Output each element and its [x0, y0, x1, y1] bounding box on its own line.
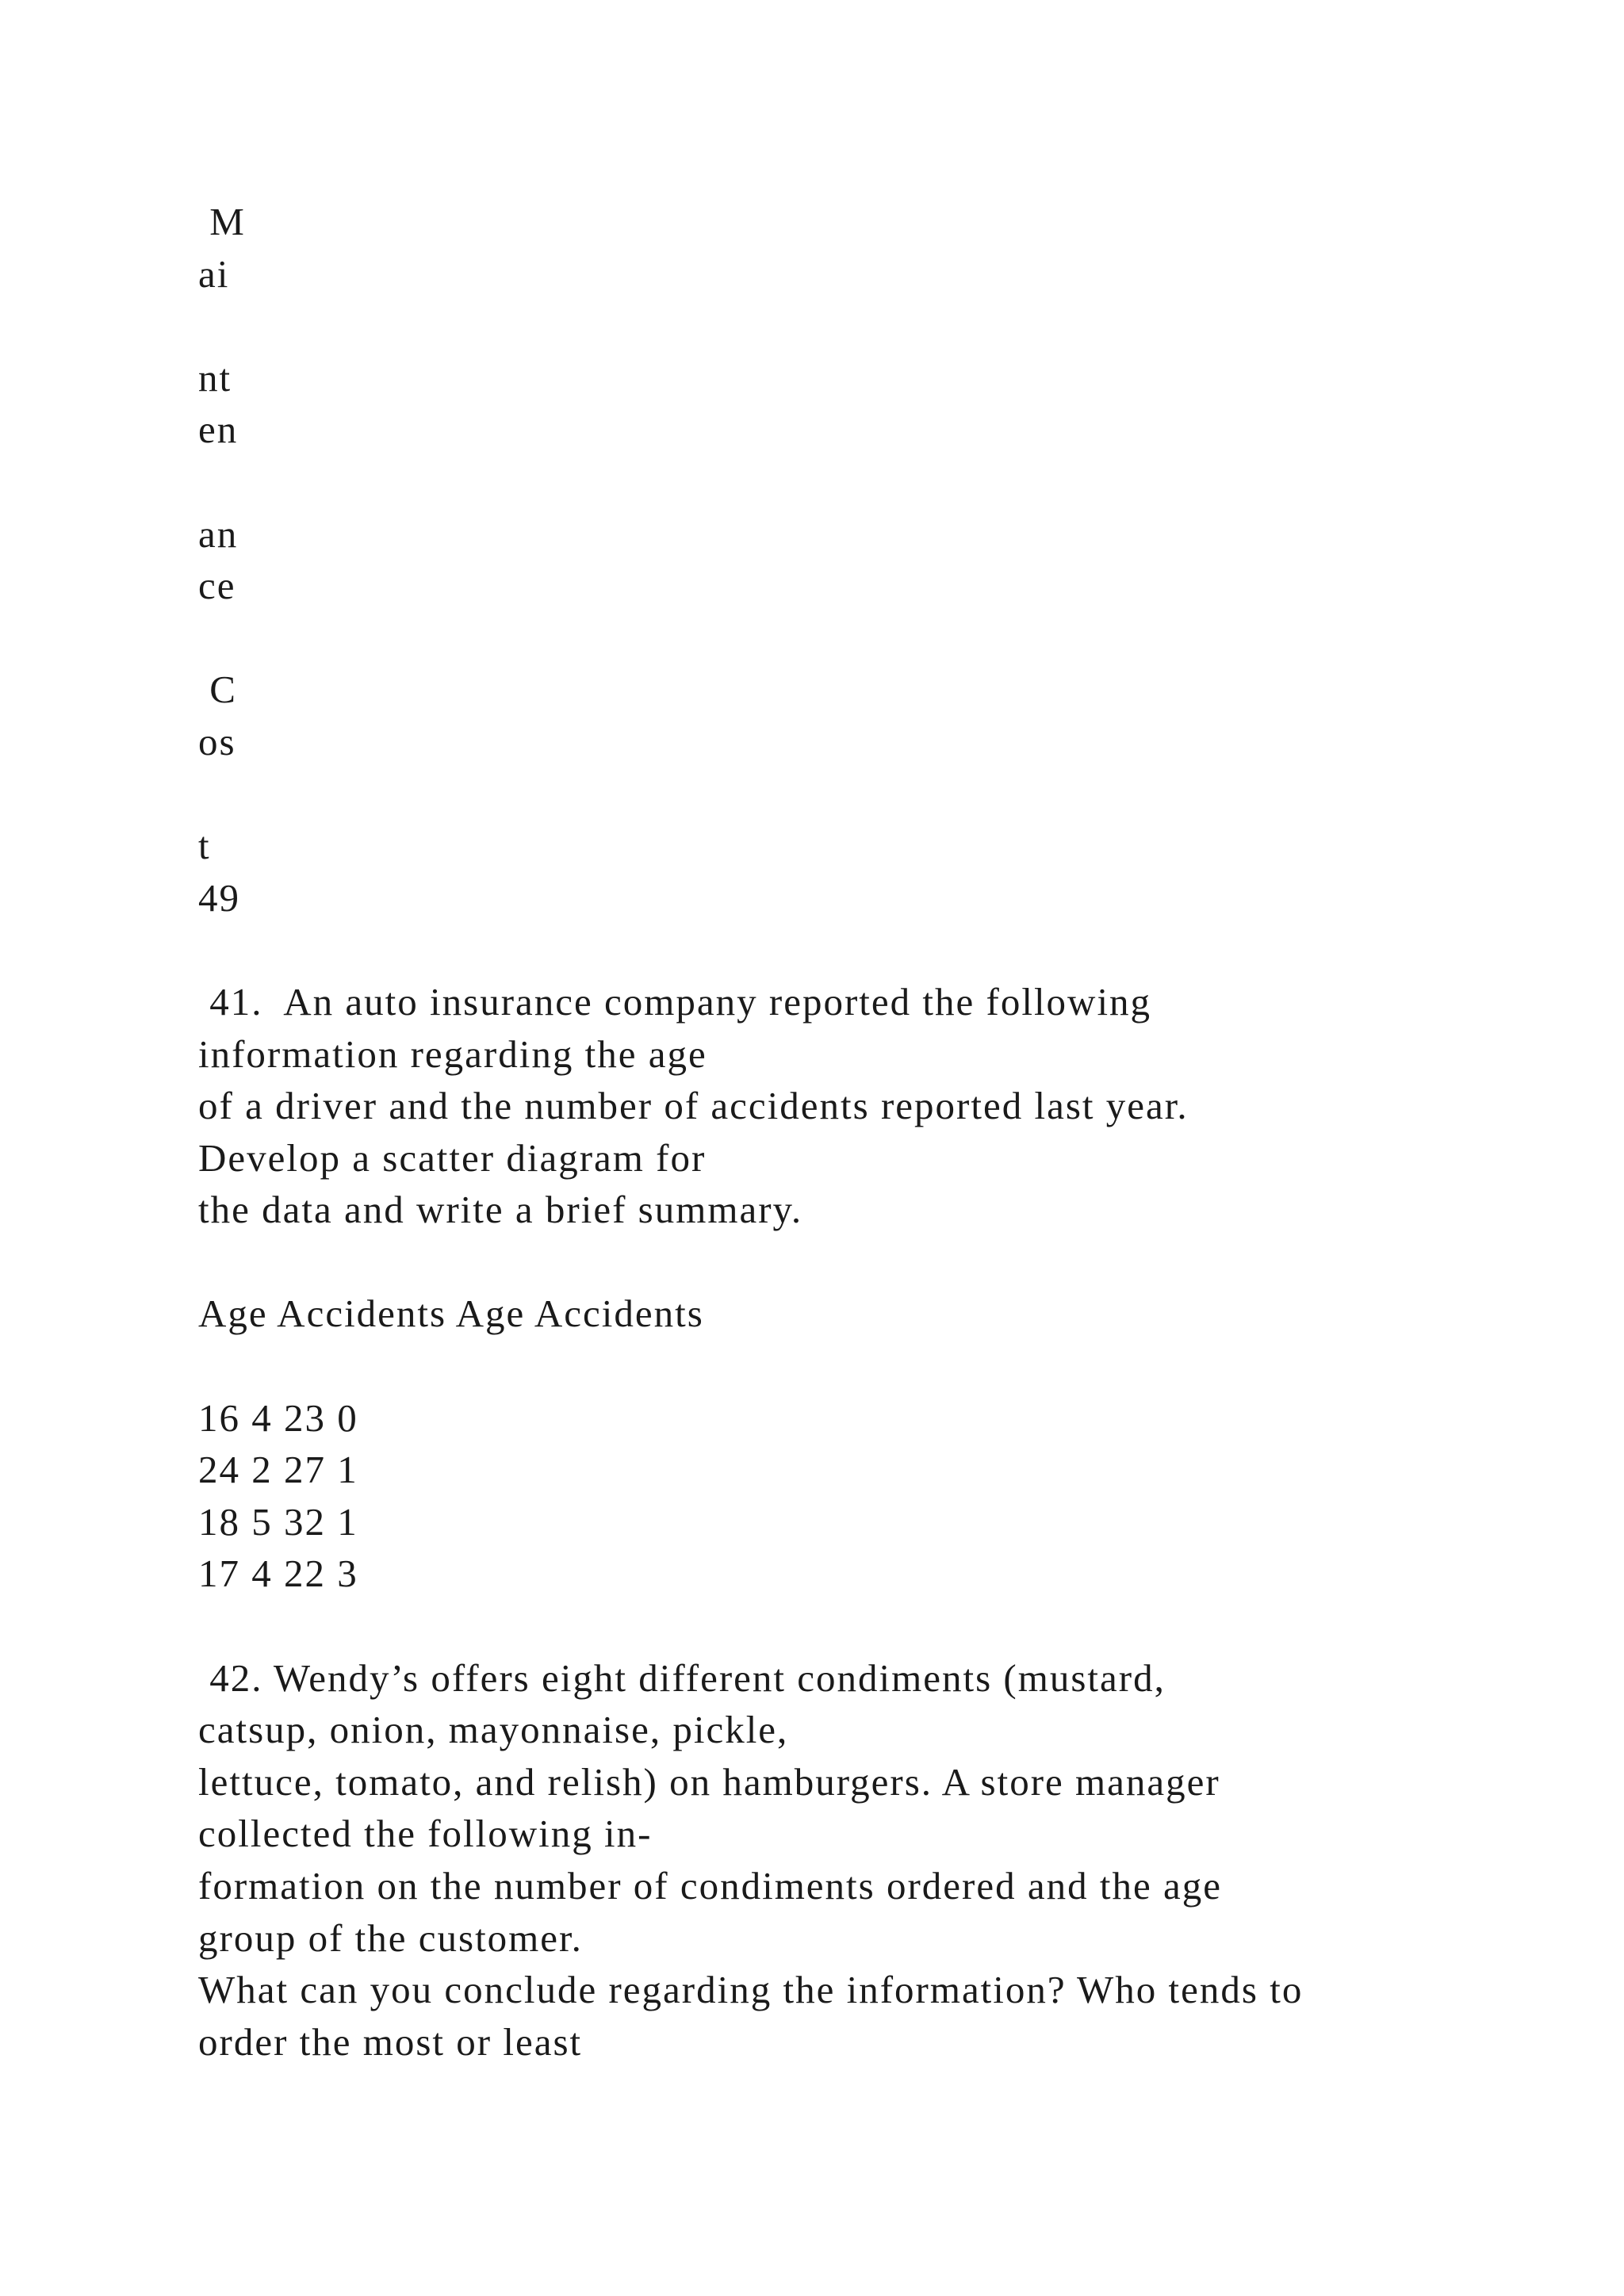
- table-row: 16 4 23 0: [198, 1395, 358, 1440]
- age-accidents-table: [198, 1288, 1546, 1600]
- question-42-line: lettuce, tomato, and relish) on hamburgers. A store manager: [198, 1759, 1220, 1804]
- blank-line: [198, 1340, 1546, 1392]
- blank-line: [198, 1600, 1546, 1652]
- fragment-line: C: [198, 668, 237, 712]
- fragment-line: ce: [198, 564, 236, 608]
- question-42-line: formation on the number of condiments ordered and the age: [198, 1864, 1222, 1908]
- question-41-line: of a driver and the number of accidents reported last year.: [198, 1084, 1189, 1128]
- question-41-line: the data and write a brief summary.: [198, 1188, 803, 1232]
- question-42-line: collected the following in-: [198, 1812, 653, 1856]
- blank-line: [198, 924, 1546, 976]
- fragment-line: an: [198, 511, 239, 556]
- question-42-line: 42. Wendy’s offers eight different condiments (mustard,: [198, 1655, 1166, 1700]
- question-41-line: information regarding the age: [198, 1031, 707, 1076]
- document-page: [198, 196, 1546, 2068]
- table-row: 24 2 27 1: [198, 1448, 358, 1492]
- table-row: 17 4 22 3: [198, 1552, 358, 1596]
- question-42-line: catsup, onion, mayonnaise, pickle,: [198, 1708, 789, 1752]
- fragment-line: nt: [198, 355, 232, 400]
- fragment-line: os: [198, 719, 236, 763]
- question-41-line: Develop a scatter diagram for: [198, 1135, 707, 1180]
- question-41-line: 41. An auto insurance company reported the following: [198, 979, 1152, 1024]
- page-number: 49: [198, 875, 240, 920]
- blank-line: [198, 1236, 1546, 1288]
- question-42: [198, 1652, 1546, 2068]
- vertical-text-fragment: [198, 196, 1546, 924]
- question-42-line: order the most or least: [198, 2019, 583, 2064]
- question-41: [198, 976, 1546, 1236]
- fragment-line: ai: [198, 251, 230, 296]
- table-header: Age Accidents Age Accidents: [198, 1292, 704, 1336]
- blank-line: [198, 768, 1546, 821]
- blank-line: [198, 612, 1546, 664]
- fragment-line: M: [198, 200, 246, 243]
- question-42-line: What can you conclude regarding the information? Who tends to: [198, 1968, 1304, 2012]
- blank-line: [198, 456, 1546, 508]
- blank-line: [198, 300, 1546, 352]
- fragment-line: t: [198, 824, 211, 868]
- table-row: 18 5 32 1: [198, 1499, 358, 1544]
- fragment-line: en: [198, 408, 239, 452]
- question-42-line: group of the customer.: [198, 1915, 583, 1960]
